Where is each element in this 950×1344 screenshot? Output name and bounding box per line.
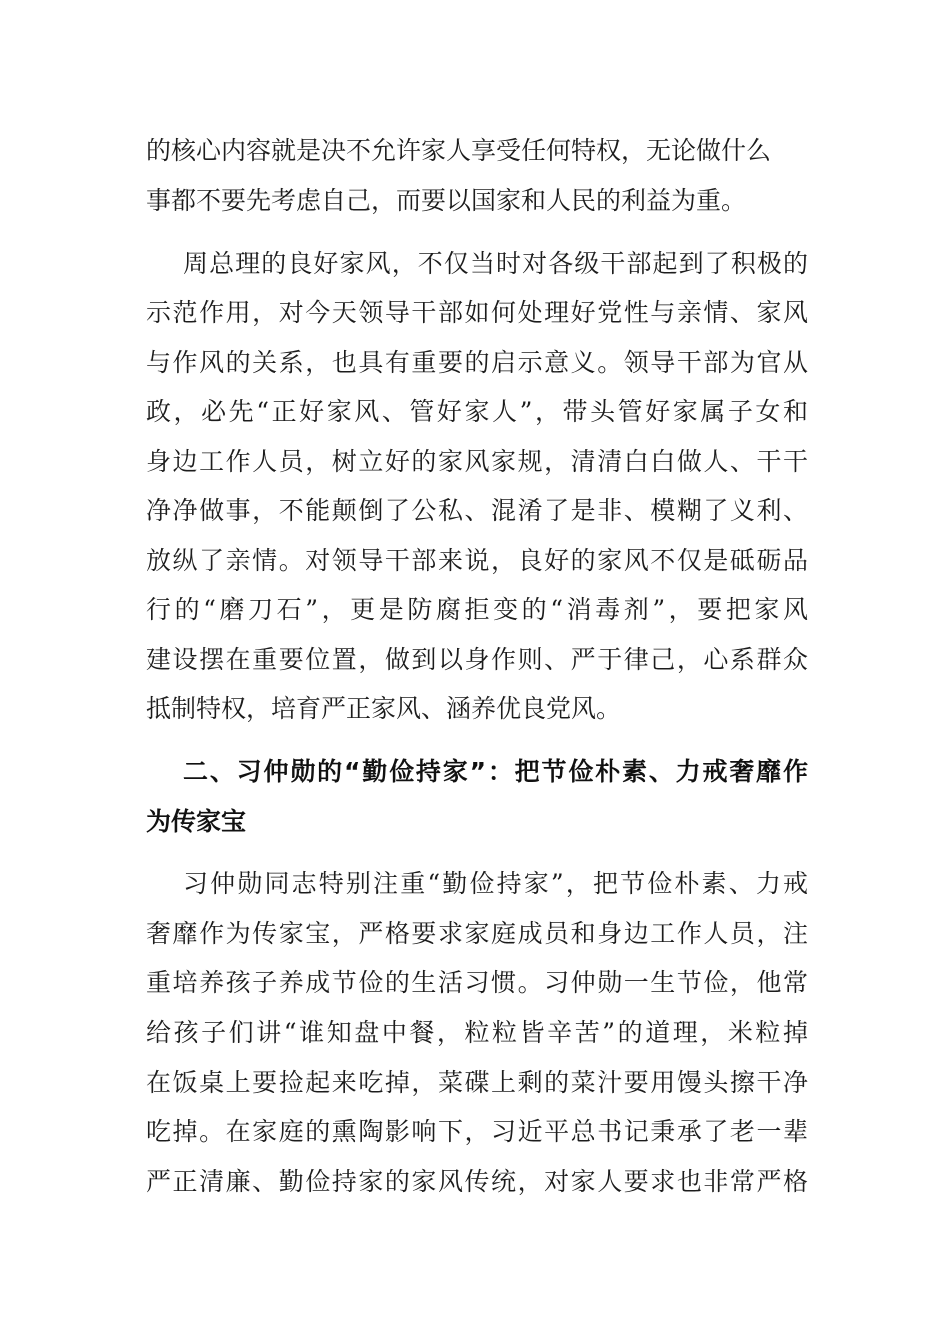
section-heading: 为传家宝 [146, 807, 247, 836]
paragraph-line: 重培养孩子养成节俭的生活习惯。习仲勋一生节俭，他常 [146, 968, 808, 997]
paragraph-line: 在饭桌上要捡起来吃掉，菜碟上剩的菜汁要用馒头擦干净 [146, 1068, 808, 1097]
paragraph-line: 严正清廉、勤俭持家的家风传统，对家人要求也非常严格 [146, 1167, 808, 1196]
paragraph-line: 吃掉。在家庭的熏陶影响下，习近平总书记秉承了老一辈 [146, 1117, 808, 1146]
paragraph-line: 奢靡作为传家宝，严格要求家庭成员和身边工作人员，注 [146, 919, 808, 948]
paragraph-line: 建设摆在重要位置，做到以身作则、严于律己，心系群众 [146, 645, 808, 674]
paragraph-line: 抵制特权，培育严正家风、涵养优良党风。 [146, 694, 622, 723]
paragraph-line: 放纵了亲情。对领导干部来说，良好的家风不仅是砥砺品 [146, 546, 808, 575]
paragraph-line: 政，必先“正好家风、管好家人”，带头管好家属子女和 [146, 397, 808, 426]
paragraph-line: 身边工作人员，树立好的家风家规，清清白白做人、干干 [146, 447, 808, 476]
paragraph-line: 给孩子们讲“谁知盘中餐，粒粒皆辛苦”的道理，米粒掉 [146, 1018, 808, 1047]
paragraph-line: 事都不要先考虑自己，而要以国家和人民的利益为重。 [146, 186, 747, 215]
paragraph-line: 与作风的关系，也具有重要的启示意义。领导干部为官从 [146, 348, 808, 377]
paragraph-line: 习仲勋同志特别注重“勤俭持家”，把节俭朴素、力戒 [183, 869, 808, 898]
paragraph-line: 周总理的良好家风，不仅当时对各级干部起到了积极的 [183, 249, 808, 278]
paragraph-line: 净净做事，不能颠倒了公私、混淆了是非、模糊了义利、 [146, 496, 808, 525]
paragraph-line: 示范作用，对今天领导干部如何处理好党性与亲情、家风 [146, 298, 808, 327]
paragraph-line: 行的“磨刀石”，更是防腐拒变的“消毒剂”，要把家风 [146, 595, 808, 624]
section-heading: 二、习仲勋的“勤俭持家”：把节俭朴素、力戒奢靡作 [183, 757, 808, 786]
paragraph-line: 的核心内容就是决不允许家人享受任何特权，无论做什么 [146, 136, 772, 165]
